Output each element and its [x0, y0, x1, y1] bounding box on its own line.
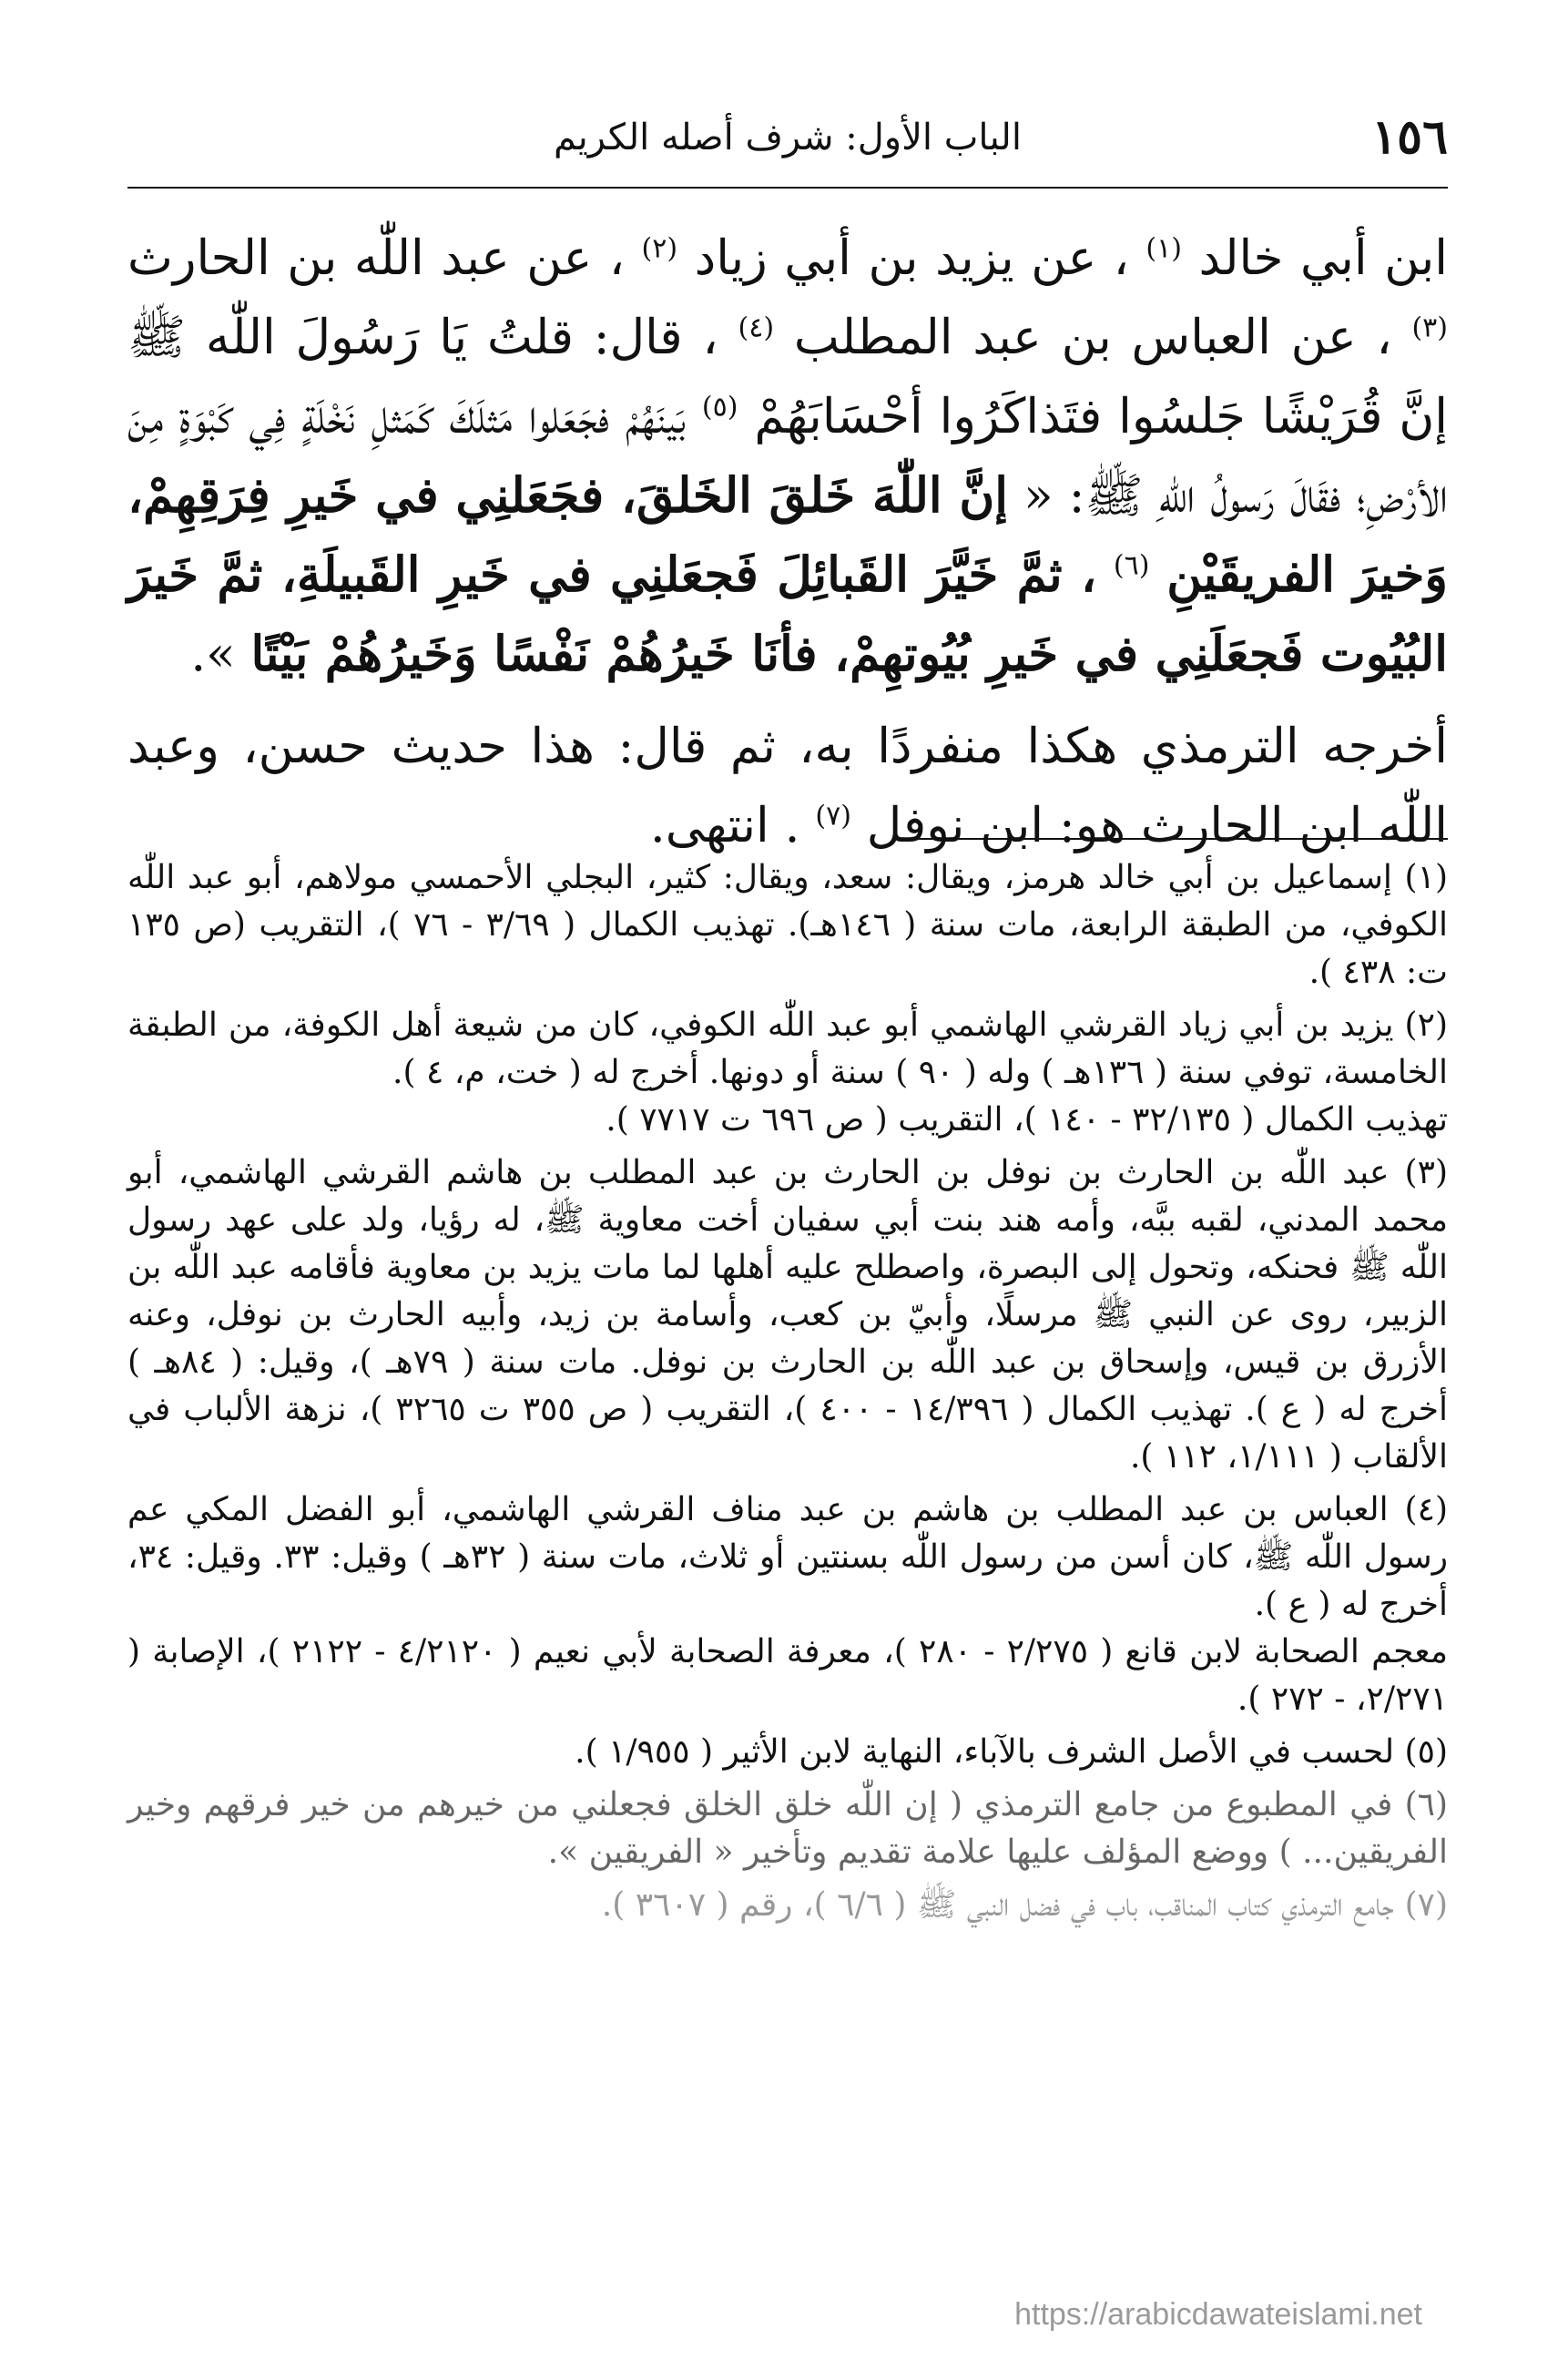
footnote-ref-4[interactable]: (٤)	[738, 312, 775, 344]
footnote-5: (٥) لحسب في الأصل الشرف بالآباء، النهاية لابن الأثير ( ١/٩٥٥ ).	[575, 1733, 1448, 1771]
footnote-ref-3[interactable]: (٣)	[1411, 312, 1449, 344]
text-run: بَينَهُمْ فجَعَلوا مَثلَكَ كَمَثلِ نَخْلَةٍ فِي كَبْوَةٍ مِنَ الأرْضِ؛ فقَالَ رَسولُ اللهِ ﷺ: «	[127, 389, 1448, 524]
footnote-4-sources: معجم الصحابة لابن قانع ( ٢/٢٧٥ - ٢٨٠ )، معرفة الصحابة لأبي نعيم ( ٤/٢١٢٠ - ٢١٢٢ )، الإصابة ( ٢/٢٧١، - ٢٧٢ ).	[127, 1633, 1448, 1718]
page-header	[127, 109, 1448, 182]
footnote-7: (٧) جامع الترمذي كتاب المناقب، باب في فضل النبي ﷺ ( ٦/٦ )، رقم ( ٣٦٠٧ ).	[601, 1886, 1448, 1924]
watermark-url: https://arabicdawateislami.net	[1014, 2297, 1422, 2332]
footnote-ref-1[interactable]: (١)	[1145, 232, 1182, 265]
text-run: ، قال: قلتُ يَا رَسُولَ اللّٰه ﷺ إنَّ قُرَيْشًا جَلسُوا فتَذاكَرُوا أحْسَابَهُمْ	[127, 310, 1448, 444]
footnote-3: (٣) عبد اللّٰه بن الحارث بن نوفل بن الحارث بن عبد المطلب بن هاشم القرشي الهاشمي، أبو محمد المدني، لقبه ببَّه، وأمه هند بنت أبي سفيان أخت معاوية ﷺ، له رؤيا، ولد على عهد رسول اللّٰه ﷺ فحنكه، وتحول إلى البصرة، واصطلح عليه أهلها لما مات يزيد بن معاوية فأقامه عبد اللّٰه بن الزبير، روى عن النبي ﷺ مرسلًا، وأبيّ بن كعب، وأسامة بن زيد، وأبيه الحارث بن نوفل، وعنه الأزرق بن قيس، وإسحاق بن عبد اللّٰه بن الحارث بن نوفل. مات سنة ( ٧٩هـ )، وقيل: ( ٨٤هـ ) أخرج له ( ع ). تهذيب الكمال ( ١٤/٣٩٦ - ٤٠٠ )، التقريب ( ص ٣٥٥ ت ٣٢٦٥ )، نزهة الألباب في الألقاب ( ١/١١١، ١١٢ ).	[127, 1154, 1449, 1476]
book-page	[127, 91, 1448, 2350]
text-run: ، عن عبد اللّٰه بن الحارث	[127, 230, 625, 286]
hadith-text-2: ، ثمَّ خَيَّرَ القَبائِلَ فَجعَلنِي في خَيرِ القَبيلَةِ، ثمَّ خَيرَ البُيُوت فَجعَلَنِي في خَيرِ بُيُوتهِمْ، فأنَا خَيرُهُمْ نَفْسًا وَخَيرُهُمْ بَيْتًا	[127, 546, 1448, 682]
footnote-2-sources: تهذيب الكمال ( ٣٢/١٣٥ - ١٤٠ )، التقريب ( ص ٦٩٦ ت ٧٧١٧ ).	[606, 1101, 1448, 1139]
footnote-ref-7[interactable]: (٧)	[815, 800, 851, 832]
text-run: ، عن يزيد بن أبي زياد	[694, 230, 1129, 286]
footnote-4: (٤) العباس بن عبد المطلب بن هاشم بن عبد مناف القرشي الهاشمي، أبو الفضل المكي عم رسول اللّٰه ﷺ، كان أسن من رسول اللّٰه بسنتين أو ثلاث، مات سنة ( ٣٢هـ ) وقيل: ٣٣. وقيل: ٣٤، أخرج له ( ع ).	[127, 1491, 1448, 1623]
text-run: ».	[190, 627, 236, 682]
commentary-paragraph	[127, 707, 1448, 865]
footnote-2: (٢) يزيد بن أبي زياد القرشي الهاشمي أبو عبد اللّٰه الكوفي، كان من شيعة أهل الكوفة، من الطبقة الخامسة، توفي سنة ( ١٣٦هـ ) وله ( ٩٠ ) سنة أو دونها. أخرج له ( خت، م، ٤ ).	[127, 1006, 1448, 1091]
main-text	[127, 219, 1448, 865]
hadith-text-1: إنَّ اللّٰهَ خَلقَ الخَلقَ، فجَعَلنِي في خَيرِ فِرَقِهِمْ، وَخيرَ الفريقَيْنِ	[127, 467, 1448, 603]
footnote-6: (٦) في المطبوع من جامع الترمذي ( إن اللّٰه خلق الخلق فجعلني من خيرهم من خير فرقهم وخير الفريقين... ) ووضع المؤلف عليها علامة تقديم وتأخير « الفريقين ».	[127, 1786, 1448, 1871]
header-rule	[127, 187, 1448, 189]
text-run: ، عن العباس بن عبد المطلب	[793, 310, 1392, 365]
footnote-ref-2[interactable]: (٢)	[641, 232, 678, 265]
page-number: ١٥٦	[1371, 109, 1448, 165]
footnote-ref-5[interactable]: (٥)	[701, 391, 738, 424]
footnotes	[127, 854, 1448, 1935]
hadith-paragraph	[127, 219, 1448, 694]
text-run: أخرجه الترمذي هكذا منفردًا به، ثم قال: هذا حديث حسن، وعبد اللّٰه ابن الحارث هو: ابن نوفل	[127, 719, 1448, 853]
chapter-title: الباب الأول: شرف أصله الكريم	[554, 117, 1022, 158]
text-run: ابن أبي خالد	[1198, 230, 1449, 286]
footnote-separator	[901, 838, 1448, 840]
footnote-1: (١) إسماعيل بن أبي خالد هرمز، ويقال: سعد، ويقال: كثير، البجلي الأحمسي مولاهم، أبو عبد اللّٰه الكوفي، من الطبقة الرابعة، مات سنة ( ١٤٦هـ). تهذيب الكمال ( ٣/٦٩ - ٧٦ )، التقريب (ص ١٣٥ ت: ٤٣٨ ).	[127, 859, 1448, 991]
footnote-ref-6[interactable]: (٦)	[1113, 549, 1150, 582]
text-run: . انتهى.	[649, 798, 800, 853]
